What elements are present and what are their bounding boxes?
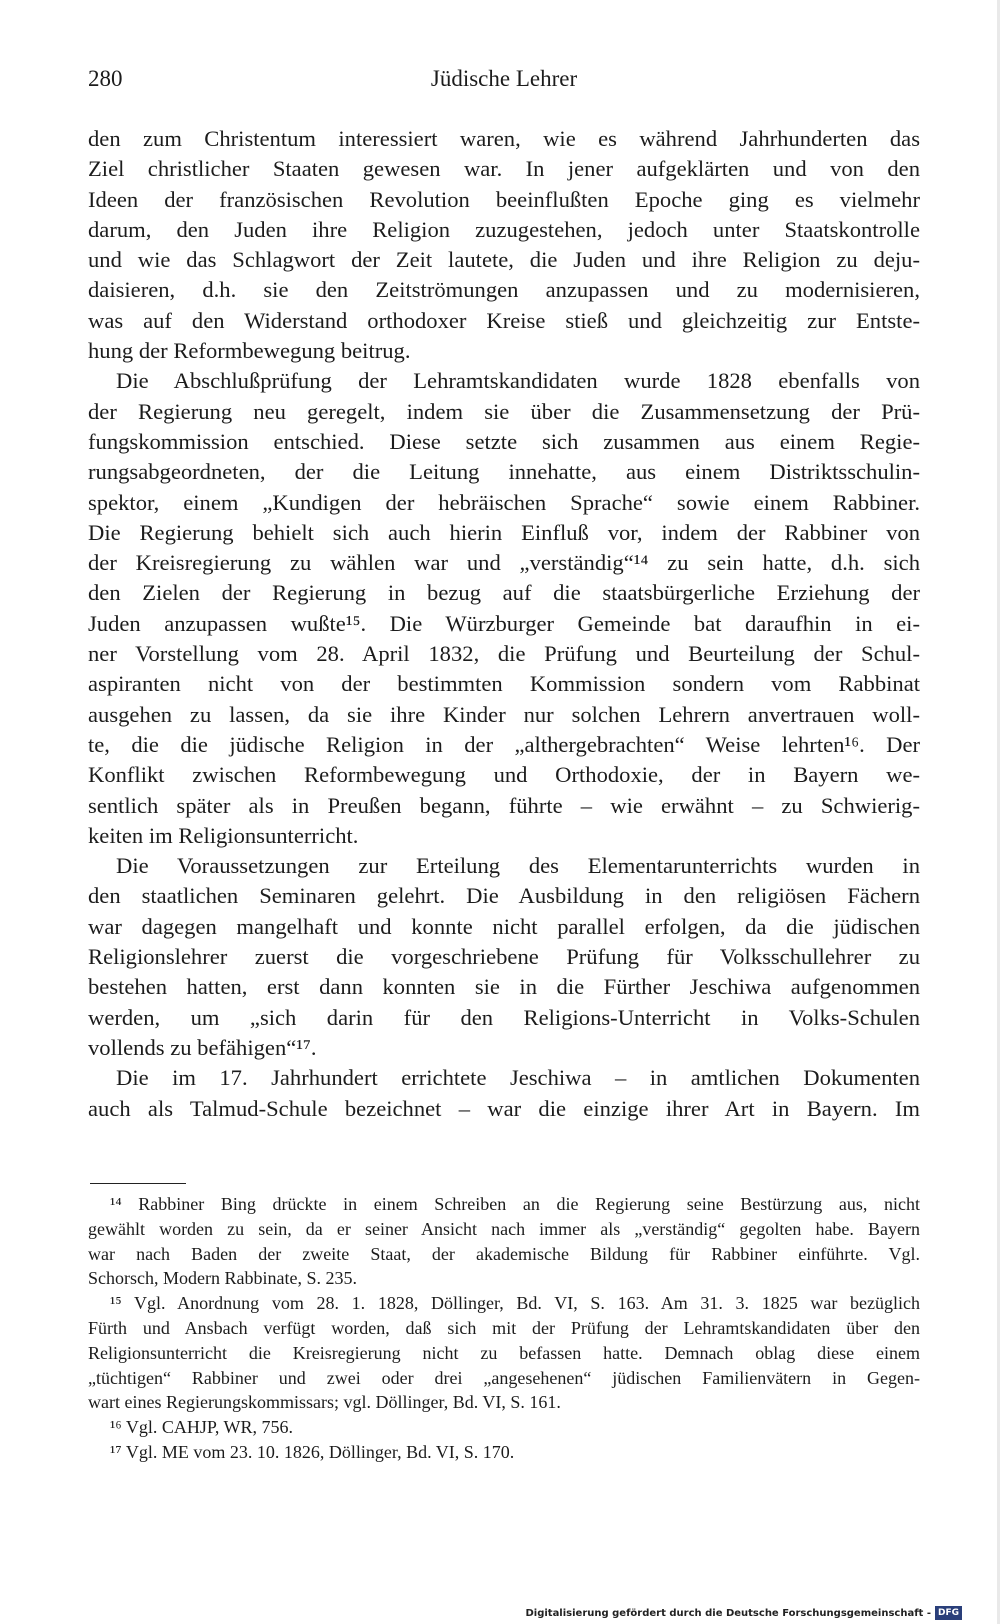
footnote-line: Schorsch, Modern Rabbinate, S. 235. [88, 1268, 357, 1289]
footnote-line: ¹⁴ Rabbiner Bing drückte in einem Schreiben an die Regierung seine Bestürzung aus, nicht [110, 1194, 920, 1214]
text-line: Die Abschlußprüfung der Lehramtskandidaten wurde 1828 ebenfalls von [116, 368, 920, 394]
text-line: hung der Reformbewegung beitrug. [88, 338, 411, 364]
digitization-credit [525, 1605, 962, 1621]
text-line: sentlich später als in Preußen begann, führte – wie erwähnt – zu Schwierig- [88, 792, 920, 818]
text-line: war dagegen mangelhaft und konnte nicht parallel erfolgen, da die jüdischen [88, 913, 920, 939]
text-line: den staatlichen Seminaren gelehrt. Die Ausbildung in den religiösen Fächern [88, 883, 920, 909]
text-line: Ziel christlicher Staaten gewesen war. In jener aufgeklärten und von den [88, 156, 920, 182]
footnote-line: Religionsunterricht die Kreisregierung nicht zu befassen hatte. Demnach oblag diese einem [88, 1342, 920, 1363]
text-line: auch als Talmud-Schule bezeichnet – war die einzige ihrer Art in Bayern. Im [88, 1095, 920, 1121]
footnotes [88, 1192, 920, 1465]
page-header [88, 66, 920, 100]
text-line: Ideen der französischen Revolution beeinflußten Epoche ging es vielmehr [88, 186, 920, 212]
text-line: der Regierung neu geregelt, indem sie über die Zusammensetzung der Prü- [88, 398, 920, 424]
text-line: daisieren, d.h. sie den Zeitströmungen anzupassen und zu modernisieren, [88, 277, 920, 303]
text-line: ausgehen zu lassen, da sie ihre Kinder nur solchen Lehrern anvertrauen woll- [88, 701, 920, 727]
credit-text: Digitalisierung gefördert durch die Deutsche Forschungsgemeinschaft - [525, 1607, 931, 1619]
text-line: Die Regierung behielt sich auch hierin Einfluß vor, indem der Rabbiner von [88, 519, 920, 545]
text-line: den zum Christentum interessiert waren, wie es während Jahrhunderten das [88, 126, 920, 151]
text-line: darum, den Juden ihre Religion zuzugestehen, jedoch unter Staatskontrolle [88, 216, 920, 242]
text-line: aspiranten nicht von der bestimmten Kommission sondern vom Rabbinat [88, 671, 920, 697]
footnote-line: ¹⁶ Vgl. CAHJP, WR, 756. [110, 1417, 294, 1438]
text-line: der Kreisregierung zu wählen war und „verständig“¹⁴ zu sein hatte, d.h. sich [88, 550, 920, 576]
text-line: Religionslehrer zuerst die vorgeschriebene Prüfung für Volksschullehrer zu [88, 944, 920, 970]
text-line: bestehen hatten, erst dann konnten sie in die Fürther Jeschiwa aufgenommen [88, 974, 920, 1000]
text-line: den Zielen der Regierung in bezug auf die staatsbürgerliche Erziehung der [88, 580, 920, 606]
text-line: spektor, einem „Kundigen der hebräischen Sprache“ sowie einem Rabbiner. [88, 489, 920, 515]
running-title: Jüdische Lehrer [430, 66, 578, 91]
text-line: Konflikt zwischen Reformbewegung und Orthodoxie, der in Bayern we- [88, 762, 920, 788]
footnote-line: Fürth und Ansbach verfügt worden, daß sich mit der Prüfung der Lehramtskandidaten über den [88, 1317, 920, 1338]
footnote-line: „tüchtigen“ Rabbiner und zwei oder drei „angesehenen“ jüdischen Familienvätern in Gegen- [88, 1367, 920, 1388]
text-line: Juden anzupassen wußte¹⁵. Die Würzburger Gemeinde bat daraufhin in ei- [88, 610, 920, 636]
text-line: rungsabgeordneten, der die Leitung innehatte, aus einem Distriktsschulin- [88, 459, 920, 485]
footnote-divider [90, 1183, 186, 1184]
text-line: te, die die jüdische Religion in der „althergebrachten“ Weise lehrten¹⁶. Der [88, 731, 920, 757]
text-line: Die Voraussetzungen zur Erteilung des Elementarunterrichts wurden in [116, 853, 920, 879]
page-number: 280 [88, 66, 123, 91]
footnote-line: wart eines Regierungskommissars; vgl. Döllinger, Bd. VI, S. 161. [88, 1392, 561, 1413]
footnote-line: gewählt worden zu sein, da er seiner Ansicht nach immer als „verständig“ gegolten habe. Bayern [88, 1218, 920, 1239]
text-line: was auf den Widerstand orthodoxer Kreise stieß und gleichzeitig zur Entste- [88, 307, 920, 333]
text-line: keiten im Religionsunterricht. [88, 822, 359, 848]
dfg-logo-icon: DFG [935, 1606, 962, 1620]
footnote-line: war nach Baden der zweite Staat, der akademische Bildung für Rabbiner einführte. Vgl. [88, 1243, 920, 1264]
body-text [88, 124, 920, 1124]
text-line: ner Vorstellung vom 28. April 1832, die Prüfung und Beurteilung der Schul- [88, 641, 920, 667]
text-line: und wie das Schlagwort der Zeit lautete, die Juden und ihre Religion zu deju- [88, 247, 920, 273]
footnote-line: ¹⁷ Vgl. ME vom 23. 10. 1826, Döllinger, Bd. VI, S. 170. [110, 1441, 515, 1462]
text-line: fungskommission entschied. Diese setzte sich zusammen aus einem Regie- [88, 428, 920, 454]
text-line: werden, um „sich darin für den Religions-Unterricht in Volks-Schulen [88, 1004, 920, 1030]
text-line: Die im 17. Jahrhundert errichtete Jeschiwa – in amtlichen Dokumenten [116, 1065, 920, 1091]
text-line: vollends zu befähigen“¹⁷. [88, 1034, 317, 1060]
footnote-line: ¹⁵ Vgl. Anordnung vom 28. 1. 1828, Döllinger, Bd. VI, S. 163. Am 31. 3. 1825 war bezüglich [110, 1293, 920, 1314]
